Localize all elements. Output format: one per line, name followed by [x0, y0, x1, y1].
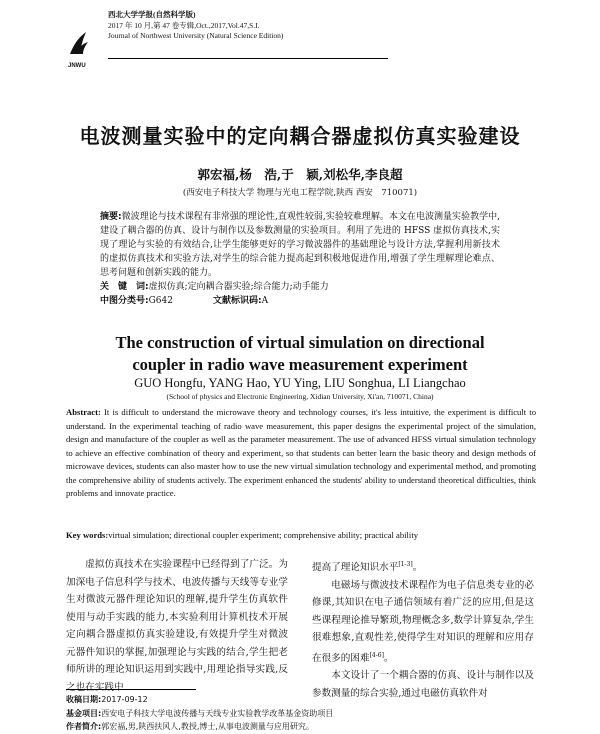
- fund-value: 西安电子科技大学电波传播与天线专业实验教学改革基金资助项目: [101, 708, 334, 718]
- body-paragraph-1-cont: 提高了理论知识水平[1-3]。: [312, 561, 423, 574]
- doc-code-value: A: [261, 296, 269, 306]
- body-paragraph-2: 电磁场与微波技术课程作为电子信息类专业的必修课,其知识在电子通信领域有着广泛的应用,但是这些课程理论推导繁琐,物理概念多,数学计算复杂,学生很难想象,直观性差,使得学生对知识的理解和应用存在很多的困难[4-6]。: [312, 579, 534, 664]
- author-label: 作者简介:: [66, 722, 102, 731]
- clc-value: G642: [148, 296, 173, 306]
- abstract-cn-label: 摘要:: [100, 212, 122, 222]
- title-en: [0, 332, 600, 376]
- keywords-cn: [100, 280, 500, 294]
- issue-line: 2017 年 10 月,第 47 卷专辑,Oct.,2017,Vol.47,S.I.: [108, 20, 260, 30]
- abstract-en-label: Abstract:: [66, 407, 101, 417]
- keywords-en-text: virtual simulation; directional coupler experiment; comprehensive ability; practical ability: [108, 530, 419, 540]
- clc-label: 中图分类号:: [100, 296, 149, 306]
- fund-project: [66, 707, 333, 721]
- abstract-cn: [100, 210, 500, 308]
- body-column-left: [66, 556, 288, 696]
- affiliation-cn: (西安电子科技大学 物理与光电工程学院,陕西 西安 710071): [182, 188, 418, 198]
- received-label: 收稿日期:: [66, 695, 102, 704]
- body-paragraph-3: 本文设计了一个耦合器的仿真、设计与制作以及参数测量的综合实验,通过电磁仿真软件对: [312, 670, 534, 699]
- journal-logo-icon: [66, 30, 92, 56]
- abstract-cn-body: [100, 210, 500, 280]
- body-col2-line1: 提高了理论知识水平: [312, 562, 399, 574]
- keywords-cn-text: 虚拟仿真;定向耦合器实验;综合能力;动手能力: [148, 282, 329, 292]
- author-value: 郭宏福,男,陕西扶风人,教授,博士,从事电波测量与应用研究。: [101, 722, 314, 731]
- abstract-cn-text: 微波理论与技术课程有非常强的理论性,直观性较弱,实验较难理解。本文在电波测量实验教学中,建设了耦合器的仿真、设计与制作以及参数测量的实验项目。利用了先进的 HFSS 虚拟仿真技术,实现了理论与实验的有效结合,让学生能够更好的学习微波器件的基础理论与设计方法,掌握利用新技术的虚拟仿真技术和实验方法,对学生的综合能力提高起到积极地促进作用,增强了学生理解理论难点、思考问题和创新实践的能力。: [100, 212, 500, 278]
- header-rule: [108, 58, 388, 59]
- logo-text: JNWU: [68, 63, 86, 69]
- abstract-en-text: It is difficult to understand the microwave theory and technology courses, it's less intuitive, the experiment is difficult to understand. In the experimental teaching of radio wave measurement, this paper designs the experimental project of the simulation, design and manufacture of the coupler as well as the parameter measurement. The use of advanced HFSS virtual simulation technology to achieve an effective combination of theory and experiment, so that students can better learn the basic theory and design methods of microwave devices, students can also master how to use the new virtual simulation technology and experimental method, and promoting the comprehensive ability of students actively. The experiment enhanced the students' ability to understand theoretical difficulties, think problems and innovate practice.: [66, 407, 536, 498]
- journal-header: [108, 10, 283, 42]
- body-col2-para2: 电磁场与微波技术课程作为电子信息类专业的必修课,其知识在电子通信领域有着广泛的应用,但是这些课程理论推导繁琐,物理概念多,数学计算复杂,学生很难想象,直观性差,使得学生对知识的理解和应用存在很多的困难: [312, 579, 534, 664]
- footnotes: [66, 693, 333, 734]
- title-cn: 电波测量实验中的定向耦合器虚拟仿真实验建设: [79, 124, 521, 148]
- body-paragraph-1: 虚拟仿真技术在实验课程中已经得到了广泛。为加深电子信息科学与技术、电波传播与天线等专业学生对微波元器件理论知识的理解,提升学生仿真软件使用与动手实践的能力,本实验利用计算机技术开展定向耦合器虚拟仿真实验建设,有效提升学生对微波元器件知识的掌握,加强理论与实践的结合,学生把老师所讲的理论知识运用到实践中,用理论指导实践,反之也在实践中: [66, 559, 288, 693]
- classification-line: [100, 294, 500, 308]
- journal-name-cn: 西北大学学报(自然科学版): [108, 10, 196, 19]
- keywords-en-label: Key words:: [66, 530, 109, 540]
- body-column-right: [312, 556, 534, 702]
- affiliation-en: (School of physics and Electronic Engineering, Xidian University, Xi'an, 710071, China): [166, 392, 434, 401]
- received-value: 2017-09-12: [101, 695, 148, 704]
- abstract-en: [66, 406, 536, 501]
- received-date: [66, 693, 333, 707]
- authors-en: GUO Hongfu, YANG Hao, YU Ying, LIU Songhua, LI Liangchao: [134, 376, 466, 390]
- doc-code-label: 文献标识码:: [212, 296, 262, 306]
- keywords-en: [66, 530, 536, 540]
- citation-4-6: [4-6]: [369, 651, 384, 659]
- journal-name-en: Journal of Northwest University (Natural Science Edition): [108, 31, 284, 40]
- fund-label: 基金项目:: [66, 708, 102, 718]
- footnote-rule: [66, 689, 196, 690]
- author-bio: [66, 720, 333, 734]
- citation-1-3: [1-3]: [398, 561, 413, 568]
- keywords-cn-label: 关 键 词:: [100, 282, 149, 292]
- title-en-text: The construction of virtual simulation on directional coupler in radio wave measurement experiment: [115, 333, 485, 374]
- authors-cn: 郭宏福,杨 浩,于 颖,刘松华,李良超: [197, 167, 403, 182]
